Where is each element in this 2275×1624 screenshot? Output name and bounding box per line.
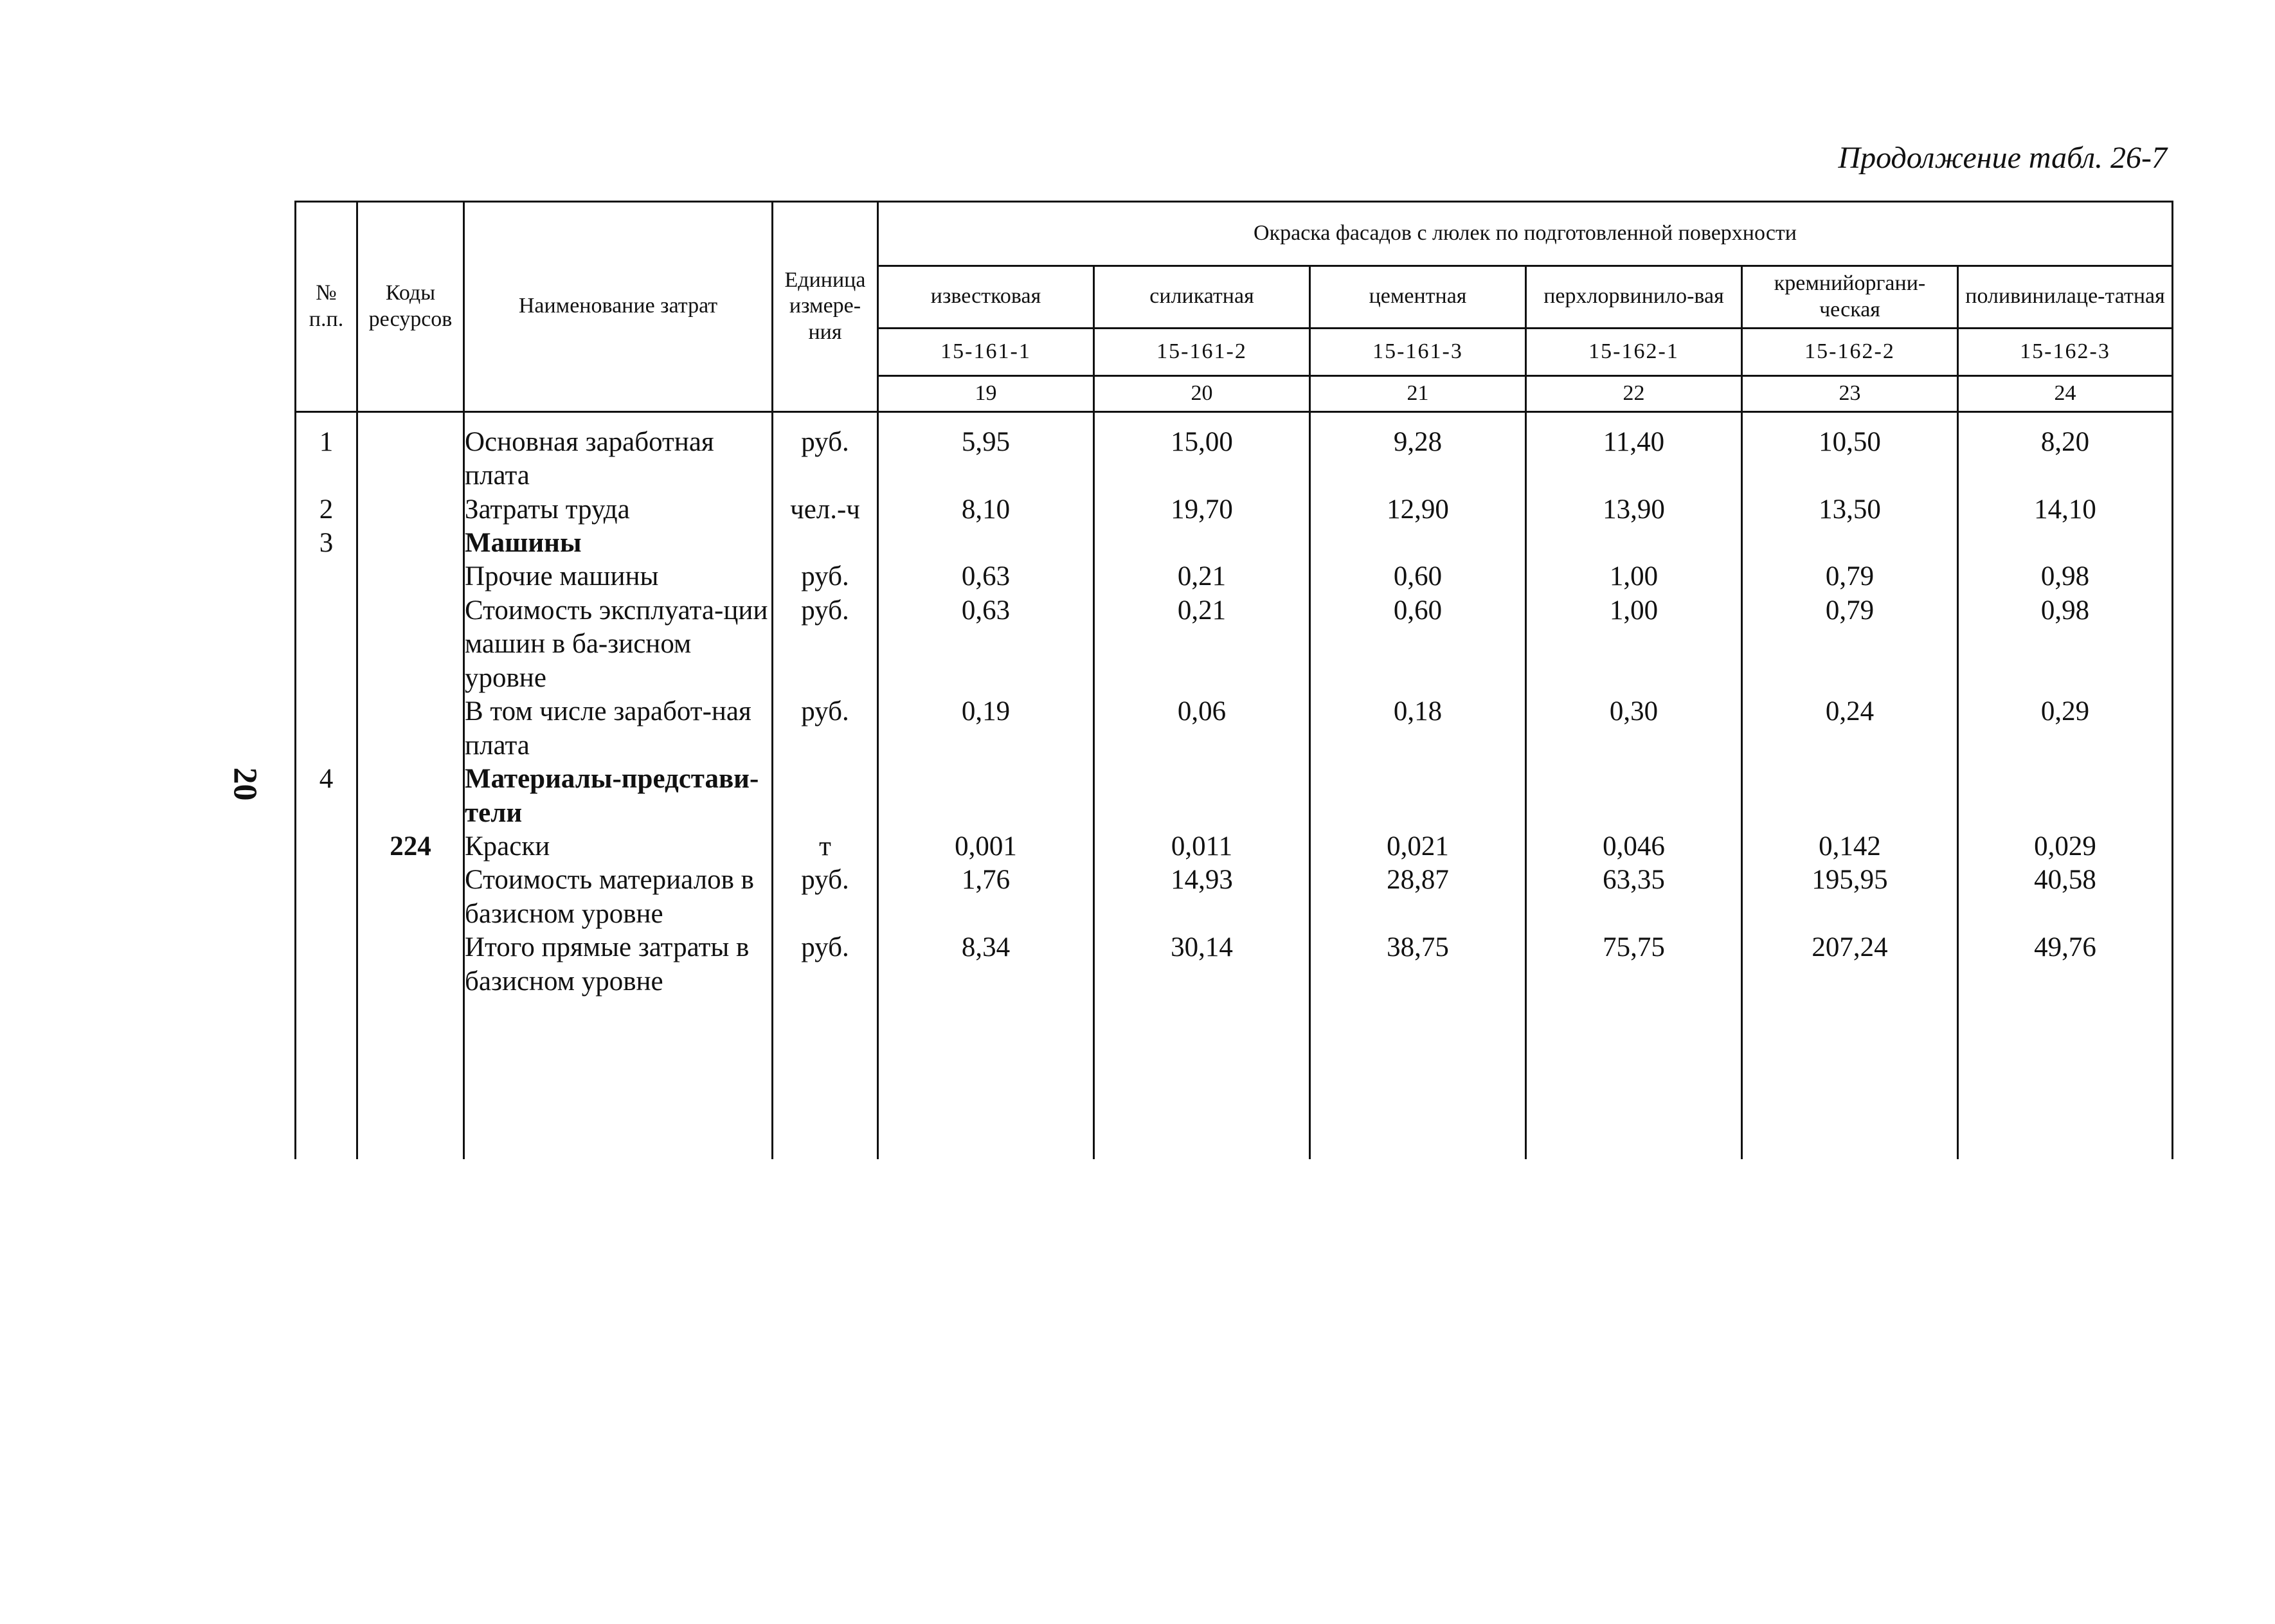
header-code-ref: 15-162-1 [1526,328,1742,375]
row-name: Итого прямые затраты в базисном уровне [464,931,773,998]
row-unit: руб. [773,695,878,762]
header-code-ref: 15-162-2 [1742,328,1958,375]
spacer-cell [464,998,773,1159]
row-unit: чел.-ч [773,493,878,527]
row-value: 0,011 [1094,830,1310,863]
header-name: Наименование затрат [464,202,773,412]
row-name: Машины [464,527,773,560]
row-unit: руб. [773,594,878,695]
row-value: 0,60 [1310,594,1526,695]
row-num [296,830,357,863]
row-value: 19,70 [1094,493,1310,527]
table-row [296,863,2173,931]
row-value: 0,79 [1742,560,1958,593]
row-unit: руб. [773,411,878,492]
row-value: 8,10 [878,493,1094,527]
row-name: Основная заработная плата [464,411,773,492]
row-name: Стоимость эксплуата-ции машин в ба-зисном уровне [464,594,773,695]
row-value: 0,29 [1958,695,2173,762]
spacer-cell [773,998,878,1159]
row-unit: руб. [773,560,878,593]
row-name: Материалы-представи-тели [464,762,773,830]
row-value: 0,18 [1310,695,1526,762]
row-value [878,527,1094,560]
row-value [1526,527,1742,560]
row-value: 75,75 [1526,931,1742,998]
header-type: цементная [1310,266,1526,329]
row-value: 1,00 [1526,560,1742,593]
row-num: 2 [296,493,357,527]
row-code [357,527,464,560]
row-value: 0,21 [1094,560,1310,593]
table-row [296,411,2173,492]
row-value: 207,24 [1742,931,1958,998]
row-value: 13,90 [1526,493,1742,527]
header-code-ref: 15-162-3 [1958,328,2173,375]
table-row [296,527,2173,560]
header-type: силикатная [1094,266,1310,329]
header-code: Коды ресурсов [357,202,464,412]
row-value [1742,762,1958,830]
table-row [296,695,2173,762]
row-code [357,493,464,527]
row-unit [773,527,878,560]
header-col-number: 23 [1742,375,1958,411]
row-value: 0,98 [1958,594,2173,695]
row-value [1958,527,2173,560]
row-value: 5,95 [878,411,1094,492]
row-value: 30,14 [1094,931,1310,998]
table-row [296,493,2173,527]
row-value: 0,21 [1094,594,1310,695]
row-value [1958,762,2173,830]
row-num [296,560,357,593]
row-value [1742,527,1958,560]
row-unit: руб. [773,863,878,931]
spacer-cell [1958,998,2173,1159]
header-num: № п.п. [296,202,357,412]
row-value: 195,95 [1742,863,1958,931]
row-value [1094,762,1310,830]
header-type: поливинилаце-татная [1958,266,2173,329]
row-value [1526,762,1742,830]
row-name: Краски [464,830,773,863]
row-name: Стоимость материалов в базисном уровне [464,863,773,931]
spacer-cell [357,998,464,1159]
header-col-number: 20 [1094,375,1310,411]
row-num [296,863,357,931]
row-value: 12,90 [1310,493,1526,527]
header-code-ref: 15-161-2 [1094,328,1310,375]
header-col-number: 22 [1526,375,1742,411]
spacer-cell [296,998,357,1159]
row-value: 0,021 [1310,830,1526,863]
header-col-number: 24 [1958,375,2173,411]
row-code [357,695,464,762]
row-value: 28,87 [1310,863,1526,931]
row-code [357,594,464,695]
row-name: В том числе заработ-ная плата [464,695,773,762]
row-value: 0,63 [878,594,1094,695]
table-row [296,560,2173,593]
row-value: 0,142 [1742,830,1958,863]
row-value: 63,35 [1526,863,1742,931]
row-value: 0,24 [1742,695,1958,762]
row-value: 14,10 [1958,493,2173,527]
table-row [296,762,2173,830]
row-code [357,411,464,492]
row-value: 8,34 [878,931,1094,998]
row-unit: т [773,830,878,863]
row-value [1094,527,1310,560]
row-code: 224 [357,830,464,863]
row-value: 0,60 [1310,560,1526,593]
page-number: 20 [226,767,264,801]
header-type: известковая [878,266,1094,329]
header-col-number: 19 [878,375,1094,411]
row-value: 0,046 [1526,830,1742,863]
row-value [1310,527,1526,560]
row-value: 10,50 [1742,411,1958,492]
spacer-cell [1526,998,1742,1159]
row-value: 14,93 [1094,863,1310,931]
row-value [1310,762,1526,830]
header-col-number: 21 [1310,375,1526,411]
row-value: 49,76 [1958,931,2173,998]
row-code [357,931,464,998]
header-unit: Единица измере-ния [773,202,878,412]
row-code [357,863,464,931]
row-value: 0,79 [1742,594,1958,695]
row-value: 0,029 [1958,830,2173,863]
row-value: 0,30 [1526,695,1742,762]
row-value: 40,58 [1958,863,2173,931]
row-name: Прочие машины [464,560,773,593]
spacer-cell [878,998,1094,1159]
row-code [357,762,464,830]
row-code [357,560,464,593]
row-value: 0,19 [878,695,1094,762]
row-num [296,931,357,998]
row-num: 1 [296,411,357,492]
header-group-title: Окраска фасадов с люлек по подготовленной поверхности [878,202,2173,266]
row-value: 0,06 [1094,695,1310,762]
row-value: 8,20 [1958,411,2173,492]
row-value: 13,50 [1742,493,1958,527]
header-type: кремнийоргани-ческая [1742,266,1958,329]
table-row [296,594,2173,695]
spacer-cell [1742,998,1958,1159]
spacer-cell [1310,998,1526,1159]
row-value [878,762,1094,830]
row-num: 4 [296,762,357,830]
table-row [296,830,2173,863]
row-value: 9,28 [1310,411,1526,492]
row-num: 3 [296,527,357,560]
table-caption: Продолжение табл. 26-7 [1838,141,2167,175]
cost-table [294,201,2173,1159]
spacer-cell [1094,998,1310,1159]
table-bottom-spacer [296,998,2173,1159]
row-value: 15,00 [1094,411,1310,492]
row-value: 0,98 [1958,560,2173,593]
header-code-ref: 15-161-1 [878,328,1094,375]
table-row [296,931,2173,998]
row-num [296,594,357,695]
header-type: перхлорвинило-вая [1526,266,1742,329]
row-value: 1,00 [1526,594,1742,695]
row-value: 38,75 [1310,931,1526,998]
row-value: 0,001 [878,830,1094,863]
row-name: Затраты труда [464,493,773,527]
row-unit: руб. [773,931,878,998]
row-value: 11,40 [1526,411,1742,492]
header-code-ref: 15-161-3 [1310,328,1526,375]
row-unit [773,762,878,830]
row-num [296,695,357,762]
row-value: 1,76 [878,863,1094,931]
row-value: 0,63 [878,560,1094,593]
